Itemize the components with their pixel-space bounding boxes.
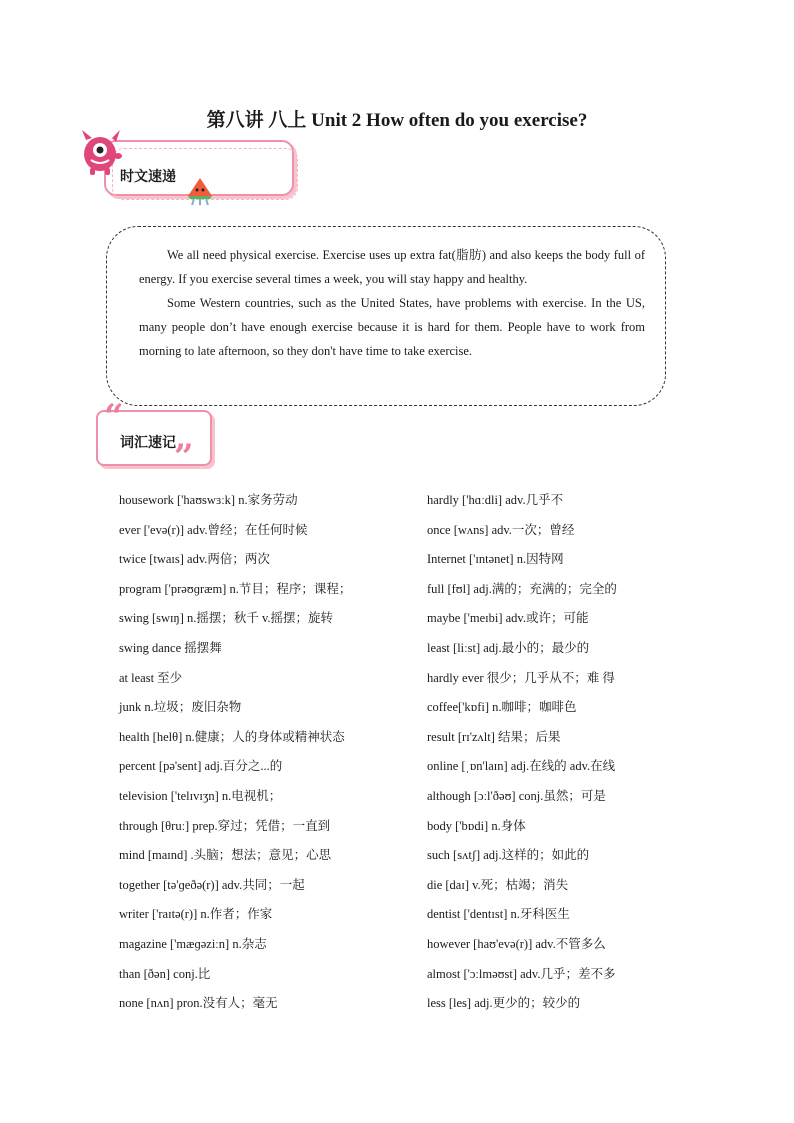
vocab-item: Internet ['ɪntənet] n.因特网 xyxy=(427,552,564,567)
section-badge-vocabulary xyxy=(90,397,220,477)
passage-paragraph-2: Some Western countries, such as the United States, have problems with exercise. In the US, many people don’t have enough exercise because it is hard for them. People have to work from morning to late afternoon, so they don't have time to take exercise. xyxy=(139,296,645,358)
vocab-item: die [daɪ] v.死；枯竭；消失 xyxy=(427,877,569,892)
vocab-item: percent [pə'sent] adj.百分之...的 xyxy=(119,759,283,774)
vocab-item: through [θruː] prep.穿过；凭借；一直到 xyxy=(119,818,331,833)
vocab-item: hardly ['hɑːdli] adv.几乎不 xyxy=(427,493,564,507)
vocab-item: hardly ever 很少；几乎从不；难 得 xyxy=(427,670,615,685)
vocab-item: however [haʊ'evə(r)] adv.不管多么 xyxy=(427,936,606,951)
vocab-item: none [nʌn] pron.没有人；毫无 xyxy=(119,996,278,1011)
passage-paragraph-1: We all need physical exercise. Exercise uses up extra fat(脂肪) and also keeps the body full of energy. If you exercise several times a week, you will stay happy and healthy. xyxy=(139,248,645,286)
vocab-item: twice [twaɪs] adv.两倍；两次 xyxy=(119,552,270,567)
open-quote-icon: “ xyxy=(104,397,124,437)
vocab-item: full [fʊl] adj.满的；充满的；完全的 xyxy=(427,581,617,596)
vocab-item: junk n.垃圾；废旧杂物 xyxy=(119,700,242,715)
vocab-item: dentist ['dentɪst] n.牙科医生 xyxy=(427,907,570,922)
section-label-vocabulary: 词汇速记 xyxy=(120,435,176,451)
vocab-item: although [ɔːl'ðəʊ] conj.虽然；可是 xyxy=(427,788,606,803)
reading-passage-box xyxy=(106,226,666,406)
vocab-item: such [sʌtʃ] adj.这样的；如此的 xyxy=(427,848,590,863)
section-label-reading: 时文速递 xyxy=(120,169,176,185)
close-quote-icon: ” xyxy=(174,437,194,477)
vocab-item: swing dance 摇摆舞 xyxy=(119,640,222,655)
vocab-item: program ['prəʊɡræm] n.节目；程序；课程； xyxy=(119,581,352,596)
vocab-column-left xyxy=(119,488,419,1021)
vocab-item: at least 至少 xyxy=(119,670,183,685)
vocab-item: writer ['raɪtə(r)] n.作者；作家 xyxy=(119,907,273,922)
vocab-column-right xyxy=(427,488,727,1021)
vocab-item: magazine ['mæɡəziːn] n.杂志 xyxy=(119,936,267,951)
vocab-item: online [ˌɒn'laɪn] adj.在线的 adv.在线 xyxy=(427,759,616,774)
vocab-item: television ['telɪvɪʒn] n.电视机； xyxy=(119,788,282,803)
vocab-item: mind [maɪnd] .头脑；想法；意见；心思 xyxy=(119,848,332,863)
vocab-item: body ['bɒdi] n.身体 xyxy=(427,818,526,833)
vocab-item: once [wʌns] adv.一次；曾经 xyxy=(427,522,575,537)
vocab-item: together [tə'ɡeðə(r)] adv.共同；一起 xyxy=(119,877,305,892)
vocab-item: health [helθ] n.健康；人的身体或精神状态 xyxy=(119,729,345,744)
vocab-item: least [liːst] adj.最小的；最少的 xyxy=(427,640,590,655)
vocab-item: swing [swɪŋ] n.摇摆；秋千 v.摇摆；旋转 xyxy=(119,611,334,626)
vocab-item: maybe ['meɪbi] adv.或许；可能 xyxy=(427,611,589,626)
vocab-item: almost ['ɔːlməʊst] adv.几乎；差不多 xyxy=(427,966,616,981)
watermelon-mascot-icon xyxy=(186,176,214,206)
vocab-item: result [rɪ'zʌlt] 结果；后果 xyxy=(427,729,561,744)
vocab-item: than [ðən] conj.比 xyxy=(119,966,211,981)
vocab-item: ever ['evə(r)] adv.曾经；在任何时候 xyxy=(119,522,308,537)
vocab-item: less [les] adj.更少的；较少的 xyxy=(427,996,581,1011)
vocab-item: coffee['kɒfi] n.咖啡；咖啡色 xyxy=(427,700,577,715)
page-title: 第八讲 八上 Unit 2 How often do you exercise? xyxy=(206,110,588,131)
vocab-item: housework ['haʊswɜːk] n.家务劳动 xyxy=(119,493,298,507)
